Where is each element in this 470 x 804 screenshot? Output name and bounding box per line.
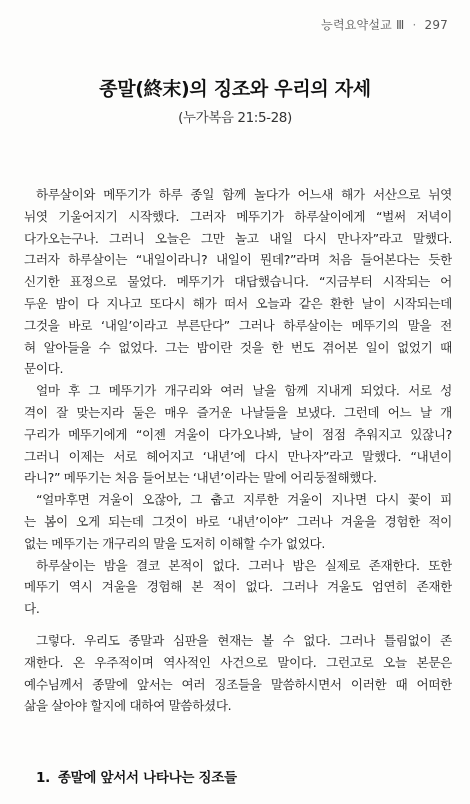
text-line: 그러자 하루살이는 “내일이라니? 내일이 뭔데?”라며 처음 들어본다는 듯한 <box>24 252 452 268</box>
text-line: “얼마후면 겨울이 오잖아, 그 춥고 지루한 겨울이 지나면 다시 꽃이 피 <box>36 492 452 508</box>
text-line: 그것을 바로 ‘내일’이라고 부른단다” 그러나 하루살이는 메뚜기의 말을 전 <box>24 317 452 333</box>
paragraph <box>24 380 452 554</box>
text-line: 삶을 살아야 할지에 대하여 말씀하셨다. <box>24 698 232 714</box>
section-heading <box>36 766 237 786</box>
text-line: 재한다. 온 우주적이며 역사적인 사건으로 말이다. 그런고로 오늘 본문은 <box>24 654 452 670</box>
text-line: 다. <box>24 601 40 617</box>
page-number: 297 <box>424 18 448 32</box>
paragraph <box>24 184 452 380</box>
paragraph <box>24 555 452 620</box>
running-header <box>321 16 448 33</box>
paragraph <box>24 630 452 717</box>
text-line: 그렇다. 우리도 종말과 심판을 현재는 볼 수 없다. 그러나 틀림없이 존 <box>36 632 452 648</box>
text-line: 없는 메뚜기는 개구리의 말을 도저히 이해할 수가 없었다. <box>24 535 325 551</box>
body-text <box>24 184 452 717</box>
section-title: 종말에 앞서서 나타나는 징조들 <box>57 770 237 786</box>
text-line: 얼마 후 그 메뚜기가 개구리와 여러 날을 함께 지내게 되었다. 서로 성 <box>36 383 452 399</box>
section-number: 1. <box>36 770 50 786</box>
text-line: 두운 밤이 다 지나고 또다시 해가 떠서 오늘과 같은 환한 날이 시작되는데 <box>24 295 452 311</box>
text-line: 하루살이는 밤을 결코 본적이 없다. 그러나 밤은 실제로 존재한다. 또한 <box>36 557 452 573</box>
header-separator: · <box>412 18 417 32</box>
scripture-reference: (누가복음 21:5-28) <box>178 110 292 126</box>
volume-number: Ⅲ <box>395 18 405 32</box>
text-line: 예수님께서 종말에 앞서는 여러 징조들을 말씀하시면서 이러한 때 어떠한 <box>24 676 452 692</box>
text-line: 메뚜기 역시 겨울을 경험해 본 적이 없다. 그러나 겨울도 엄연히 존재한 <box>24 579 452 595</box>
text-line: 라니?” 메뚜기는 처음 들어보는 ‘내년’이라는 말에 어리둥절해했다. <box>24 470 377 486</box>
sermon-title: 종말(終末)의 징조와 우리의 자세 <box>99 78 371 100</box>
text-line: 신기한 표정으로 물었다. 메뚜기가 대답했습니다. “지금부터 시작되는 어 <box>24 274 452 290</box>
text-line: 구리가 메뚜기에게 “이젠 겨울이 다가오나봐, 날이 점점 추워지고 있잖니? <box>24 426 452 442</box>
text-line: 문이다. <box>24 361 64 377</box>
text-line: 뉘엿 기울어지기 시작했다. 그러자 메뚜기가 하루살이에게 “벌써 저녁이 <box>24 208 452 224</box>
paragraph-gap <box>24 620 452 630</box>
text-line: 는 봄이 오게 되는데 그것이 바로 ‘내년’이야” 그러나 겨울을 경험한 적이 <box>24 513 452 529</box>
text-line: 하루살이와 메뚜기가 하루 종일 함께 놀다가 어느새 해가 서산으로 뉘엿 <box>36 187 452 202</box>
text-line: 혀 알아들을 수 없었다. 그는 밤이란 것을 한 번도 겪어본 일이 없었기 때 <box>24 339 452 355</box>
text-line: 그러니 이제는 서로 헤어지고 ‘내년’에 다시 만나자”라고 말했다. “내년이 <box>24 448 452 464</box>
text-line: 격이 잘 맞는지라 둘은 매우 즐거운 나날들을 보냈다. 그런데 어느 날 개 <box>24 404 452 420</box>
book-title: 능력요약설교 <box>321 18 392 32</box>
text-line: 다가오는구나. 그러니 오늘은 그만 놀고 내일 다시 만나자”라고 말했다. <box>24 230 452 246</box>
